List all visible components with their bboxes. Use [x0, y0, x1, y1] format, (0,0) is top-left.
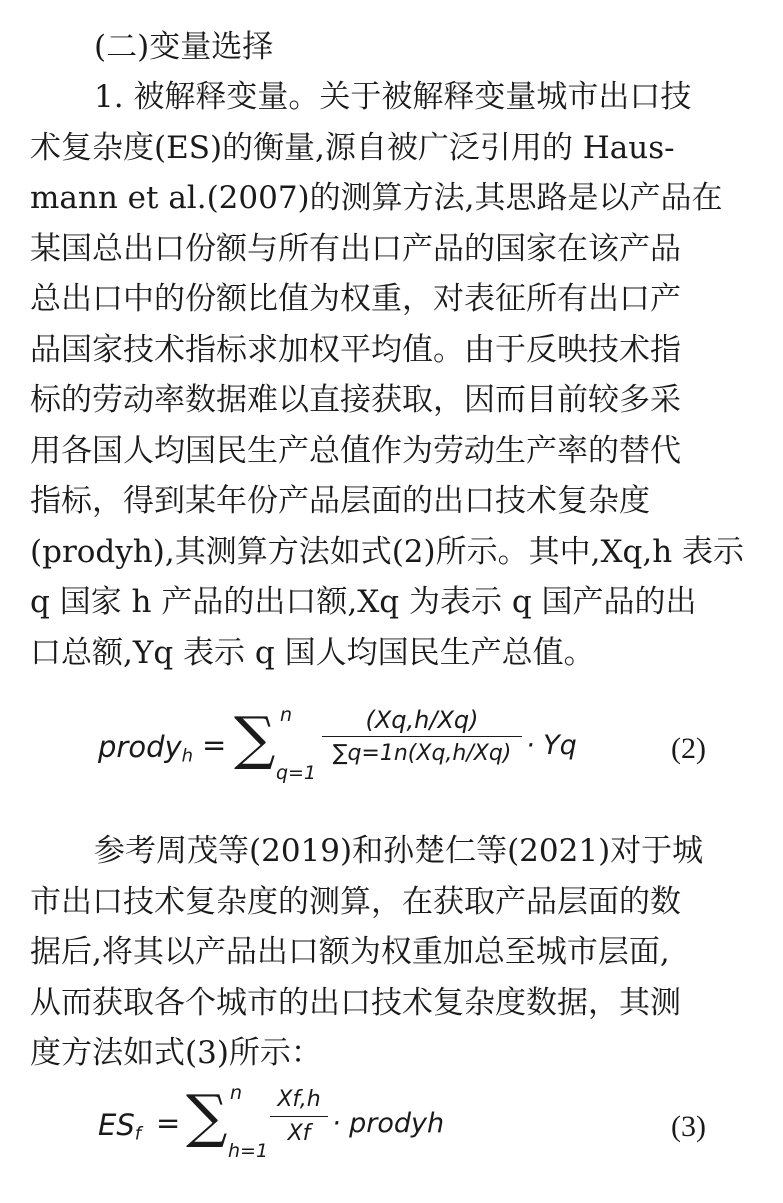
eq3-tail: · prodyh — [332, 1108, 445, 1139]
p1-line: 品国家技术指标求加权平均值。由于反映技术指 — [30, 331, 681, 368]
eq3-lhs: ES — [98, 1108, 135, 1142]
p1-line: q 国家 h 产品的出口额,Xq 为表示 q 国产品的出 — [30, 584, 697, 620]
eq2-fraction — [322, 704, 522, 771]
eq2-sum-upper: n — [280, 704, 293, 726]
eq3-lhs-sub: f — [134, 1123, 142, 1145]
eq3-number: (3) — [671, 1110, 706, 1143]
p2-line: 据后,将其以产品出口额为权重加总至城市层面, — [30, 934, 670, 970]
eq3-fraction — [270, 1084, 328, 1151]
eq2-lhs-sub: h — [181, 745, 194, 767]
eq2-number: (2) — [671, 732, 706, 765]
eq2-equals: = — [202, 728, 227, 762]
eq2-denominator: ∑q=1n(Xq,h/Xq) — [332, 741, 512, 766]
p1-line: mann et al.(2007)的测算方法,其思路是以产品在 — [30, 180, 723, 216]
eq3-sum-symbol: ∑ — [186, 1082, 228, 1150]
eq3-numerator: Xf,h — [277, 1087, 321, 1112]
eq3-sum-upper: n — [230, 1082, 243, 1104]
equation-2 — [30, 700, 750, 810]
p1-line: (prodyh),其测算方法如式(2)所示。其中,Xq,h 表示 — [30, 533, 745, 570]
p1-line: 用各国人均国民生产总值作为劳动生产率的替代 — [30, 432, 681, 469]
eq3-denominator: Xf — [287, 1121, 311, 1146]
paragraph-dependent-variable — [30, 72, 750, 678]
eq3-equals: = — [156, 1106, 181, 1140]
p2-line: 市出口技术复杂度的测算，在获取产品层面的数 — [30, 883, 681, 920]
p1-line: 标的劳动率数据难以直接获取，因而目前较多采 — [30, 382, 681, 418]
p2-line: 从而获取各个城市的出口技术复杂度数据，其测 — [30, 984, 681, 1021]
p2-line: 参考周茂等(2019)和孙楚仁等(2021)对于城 — [94, 833, 704, 869]
eq2-numerator: (Xq,h/Xq) — [365, 706, 479, 734]
paragraph-city-aggregation — [30, 826, 750, 1079]
p1-line: 术复杂度(ES)的衡量,源自被广泛引用的 Haus- — [30, 129, 675, 166]
eq2-tail: · Yq — [526, 730, 577, 761]
section-heading: (二)变量选择 — [94, 29, 274, 65]
p1-line: 指标，得到某年份产品层面的出口技术复杂度 — [30, 483, 650, 519]
p1-line: 总出口中的份额比值为权重，对表征所有出口产 — [30, 281, 681, 317]
eq2-sum-symbol: ∑ — [234, 704, 276, 772]
p1-line: 1. 被解释变量。关于被解释变量城市出口技 — [94, 79, 692, 115]
eq3-sum-lower: h=1 — [228, 1140, 269, 1162]
eq2-sum-lower: q=1 — [276, 762, 317, 784]
p1-line: 某国总出口份额与所有出口产品的国家在该产品 — [30, 230, 681, 267]
eq2-lhs: prody — [98, 730, 182, 764]
p2-line: 度方法如式(3)所示： — [30, 1035, 322, 1071]
equation-3 — [30, 1078, 750, 1188]
p1-line: 口总额,Yq 表示 q 国人均国民生产总值。 — [30, 634, 595, 671]
